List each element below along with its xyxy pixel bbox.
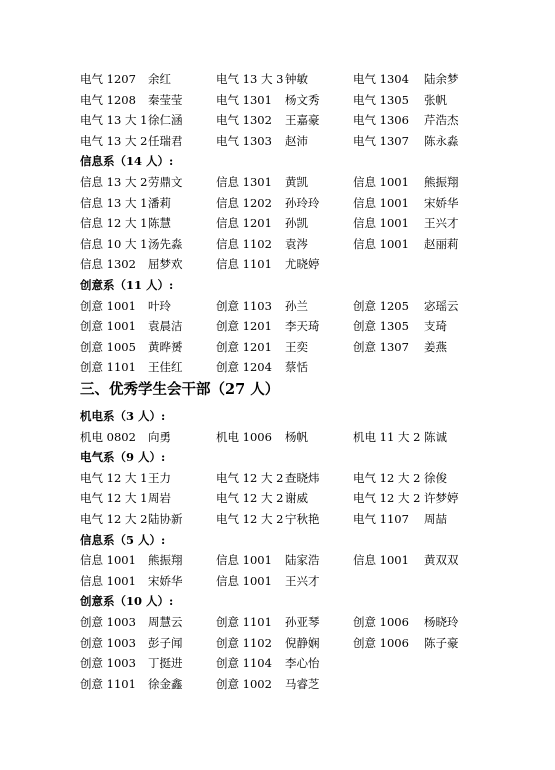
student-name: 宋娇华 xyxy=(424,195,459,210)
roster-row xyxy=(0,674,555,694)
roster-row xyxy=(0,612,555,632)
roster-row xyxy=(0,653,555,673)
class-name: 信息 1001 xyxy=(353,195,409,210)
student-name: 黄凯 xyxy=(285,175,308,189)
student-name: 尤晓婷 xyxy=(285,257,320,272)
class-name: 电气 1301 xyxy=(216,92,272,107)
class-name: 机电 0802 xyxy=(80,429,136,444)
class-name: 创意 1002 xyxy=(216,676,272,691)
class-name: 信息 1001 xyxy=(353,216,409,231)
roster-row xyxy=(0,110,555,130)
student-name: 丁挺进 xyxy=(148,656,183,671)
class-name: 电气 1305 xyxy=(353,92,409,107)
student-name: 张帆 xyxy=(424,92,447,107)
roster-row xyxy=(0,488,555,508)
class-name: 信息 10 大 1 xyxy=(80,236,148,251)
department-heading: 电气系（9 人）: xyxy=(80,450,166,465)
department-heading: 信息系（5 人）: xyxy=(80,532,166,547)
class-name: 电气 12 大 2 xyxy=(80,512,148,526)
class-name: 信息 1001 xyxy=(353,236,409,251)
student-name: 叶玲 xyxy=(148,298,171,313)
class-name: 电气 1307 xyxy=(353,133,409,148)
student-name: 倪静娴 xyxy=(285,635,320,650)
student-name: 孙凯 xyxy=(285,216,308,231)
class-name: 信息 1101 xyxy=(216,257,272,272)
class-name: 信息 1001 xyxy=(80,553,136,568)
student-name: 陆余梦 xyxy=(424,72,459,86)
class-name: 创意 1204 xyxy=(216,360,272,375)
roster-row xyxy=(0,69,555,89)
section-heading: 三、优秀学生会干部（27 人） xyxy=(80,381,280,398)
class-name: 信息 1001 xyxy=(80,573,136,588)
roster-row xyxy=(0,234,555,254)
student-name: 姜燕 xyxy=(424,339,447,354)
student-name: 王嘉豪 xyxy=(285,113,320,128)
student-name: 李天琦 xyxy=(285,319,320,334)
class-name: 信息 13 大 1 xyxy=(80,195,148,210)
student-name: 秦莹莹 xyxy=(148,92,183,107)
student-name: 徐俊 xyxy=(424,470,447,485)
student-name: 王力 xyxy=(148,470,171,485)
student-name: 宁秋艳 xyxy=(285,512,320,526)
roster-row xyxy=(0,633,555,653)
class-name: 创意 1003 xyxy=(80,656,136,671)
class-name: 创意 1001 xyxy=(80,319,136,334)
student-name: 赵丽莉 xyxy=(424,236,459,251)
roster-row xyxy=(0,337,555,357)
student-name: 钟敏 xyxy=(285,72,308,86)
class-name: 电气 12 大 2 xyxy=(353,491,421,506)
student-name: 熊振翔 xyxy=(148,553,183,568)
roster-row xyxy=(0,509,555,529)
roster-row xyxy=(0,213,555,233)
student-name: 查晓炜 xyxy=(285,470,320,485)
roster-row xyxy=(0,427,555,447)
student-name: 徐金鑫 xyxy=(148,676,183,691)
student-name: 马睿芝 xyxy=(285,676,320,691)
student-name: 袁晨洁 xyxy=(148,319,183,334)
class-name: 创意 1101 xyxy=(80,360,136,375)
class-name: 创意 1005 xyxy=(80,339,136,354)
student-name: 孙亚琴 xyxy=(285,615,320,629)
student-name: 彭子闻 xyxy=(148,635,183,650)
student-name: 芹浩杰 xyxy=(424,113,459,128)
roster-row xyxy=(0,131,555,151)
class-name: 创意 1101 xyxy=(80,676,136,691)
class-name: 创意 1006 xyxy=(353,615,409,629)
class-name: 电气 12 大 2 xyxy=(353,470,421,485)
student-name: 孙玲玲 xyxy=(285,195,320,210)
class-name: 电气 12 大 2 xyxy=(216,470,284,485)
class-name: 创意 1101 xyxy=(216,615,272,629)
class-name: 创意 1201 xyxy=(216,319,272,334)
student-name: 余红 xyxy=(148,72,171,86)
class-name: 电气 12 大 2 xyxy=(216,512,284,526)
class-name: 电气 1208 xyxy=(80,92,136,107)
class-name: 创意 1001 xyxy=(80,298,136,313)
roster-row xyxy=(0,172,555,192)
student-name: 王奕 xyxy=(285,339,308,354)
class-name: 信息 13 大 2 xyxy=(80,175,148,189)
class-name: 机电 11 大 2 xyxy=(353,429,421,444)
student-name: 向勇 xyxy=(148,429,171,444)
student-name: 陆家浩 xyxy=(285,553,320,568)
student-name: 熊振翔 xyxy=(424,175,459,189)
student-name: 陆协新 xyxy=(148,512,183,526)
student-name: 陈永淼 xyxy=(424,133,459,148)
student-name: 王兴才 xyxy=(285,573,320,588)
class-name: 电气 12 大 2 xyxy=(216,491,284,506)
class-name: 电气 13 大 1 xyxy=(80,113,148,128)
roster-row xyxy=(0,550,555,570)
student-name: 陈子豪 xyxy=(424,635,459,650)
student-name: 周慧云 xyxy=(148,615,183,629)
roster-row xyxy=(0,90,555,110)
student-name: 袁涔 xyxy=(285,236,308,251)
student-name: 屈梦欢 xyxy=(148,257,183,272)
class-name: 创意 1305 xyxy=(353,319,409,334)
roster-row xyxy=(0,316,555,336)
class-name: 电气 1207 xyxy=(80,72,136,86)
class-name: 电气 12 大 1 xyxy=(80,470,148,485)
department-heading: 信息系（14 人）: xyxy=(80,154,174,169)
class-name: 创意 1003 xyxy=(80,635,136,650)
student-name: 周喆 xyxy=(424,512,447,526)
class-name: 电气 1107 xyxy=(353,512,409,526)
class-name: 创意 1103 xyxy=(216,298,272,313)
student-name: 孙兰 xyxy=(285,298,308,313)
class-name: 电气 1304 xyxy=(353,72,409,86)
student-name: 潘莉 xyxy=(148,195,171,210)
student-name: 黄双双 xyxy=(424,553,459,568)
student-name: 宓瑶云 xyxy=(424,298,459,313)
class-name: 信息 1001 xyxy=(353,553,409,568)
class-name: 信息 1001 xyxy=(353,175,409,189)
class-name: 信息 1202 xyxy=(216,195,272,210)
roster-row xyxy=(0,571,555,591)
roster-row xyxy=(0,468,555,488)
roster-row xyxy=(0,193,555,213)
class-name: 信息 1102 xyxy=(216,236,272,251)
class-name: 信息 12 大 1 xyxy=(80,216,148,231)
student-name: 蔡恬 xyxy=(285,360,308,375)
class-name: 创意 1102 xyxy=(216,635,272,650)
department-heading: 创意系（10 人）: xyxy=(80,594,174,609)
student-name: 杨文秀 xyxy=(285,92,320,107)
roster-row xyxy=(0,254,555,274)
student-name: 周岩 xyxy=(148,491,171,506)
class-name: 电气 1302 xyxy=(216,113,272,128)
roster-row xyxy=(0,296,555,316)
student-name: 汤先淼 xyxy=(148,236,183,251)
department-heading: 创意系（11 人）: xyxy=(80,278,174,292)
class-name: 创意 1006 xyxy=(353,635,409,650)
class-name: 电气 1306 xyxy=(353,113,409,128)
class-name: 信息 1302 xyxy=(80,257,136,272)
student-name: 杨帆 xyxy=(285,429,308,444)
student-name: 李心怡 xyxy=(285,656,320,671)
student-name: 黄晔赟 xyxy=(148,339,183,354)
class-name: 信息 1001 xyxy=(216,553,272,568)
class-name: 电气 1303 xyxy=(216,133,272,148)
student-name: 陈慧 xyxy=(148,216,171,231)
student-name: 赵沛 xyxy=(285,133,308,148)
student-name: 王佳红 xyxy=(148,360,183,375)
class-name: 信息 1001 xyxy=(216,573,272,588)
student-name: 陈诚 xyxy=(424,429,447,444)
class-name: 电气 13 大 3 xyxy=(216,72,284,86)
class-name: 电气 12 大 1 xyxy=(80,491,148,506)
class-name: 创意 1104 xyxy=(216,656,272,671)
class-name: 信息 1201 xyxy=(216,216,272,231)
roster-row xyxy=(0,357,555,377)
class-name: 信息 1301 xyxy=(216,175,272,189)
student-name: 王兴才 xyxy=(424,216,459,231)
class-name: 创意 1205 xyxy=(353,298,409,313)
class-name: 创意 1307 xyxy=(353,339,409,354)
student-name: 杨晓玲 xyxy=(424,615,459,629)
student-name: 支琦 xyxy=(424,319,447,334)
class-name: 电气 13 大 2 xyxy=(80,133,148,148)
class-name: 创意 1201 xyxy=(216,339,272,354)
student-name: 任瑞君 xyxy=(148,133,183,148)
student-name: 宋娇华 xyxy=(148,573,183,588)
student-name: 谢威 xyxy=(285,491,308,506)
student-name: 徐仁涵 xyxy=(148,113,183,128)
student-name: 许梦婷 xyxy=(424,491,459,506)
class-name: 创意 1003 xyxy=(80,615,136,629)
student-name: 劳鼎文 xyxy=(148,175,183,189)
department-heading: 机电系（3 人）: xyxy=(80,409,166,423)
class-name: 机电 1006 xyxy=(216,429,272,444)
